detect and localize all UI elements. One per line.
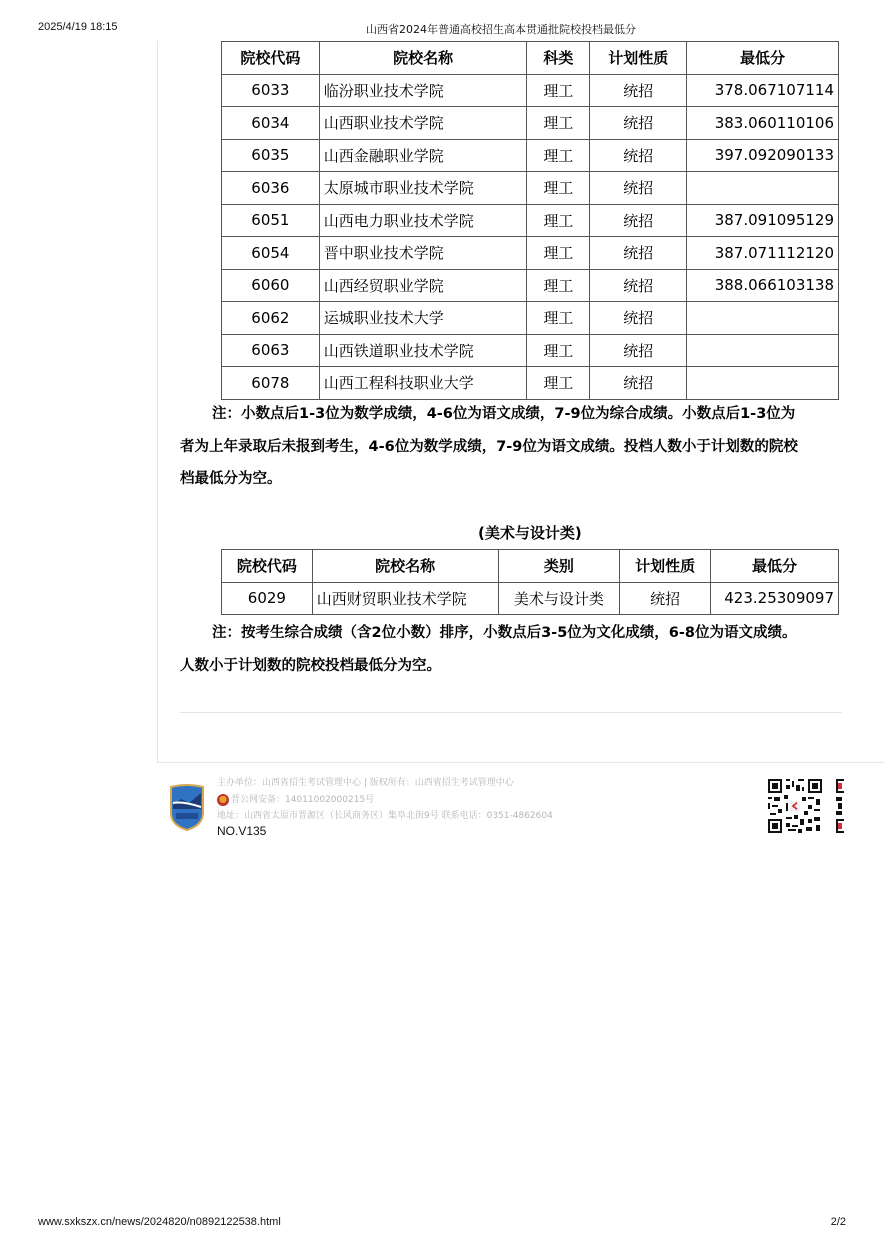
cell-name: 临汾职业技术学院 [319, 74, 527, 107]
header-min-score: 最低分 [711, 550, 839, 583]
note-line: 注：小数点后1-3位为数学成绩，4-6位为语文成绩，7-9位为综合成绩。小数点后1-3位为 [212, 406, 796, 422]
cell-name: 山西财贸职业技术学院 [312, 582, 498, 615]
cell-category: 理工 [527, 74, 590, 107]
table-header-row [222, 42, 839, 75]
cell-plan: 统招 [590, 334, 687, 367]
section-title-art-design: (美术与设计类) [478, 524, 582, 542]
score-table-art-design [221, 549, 839, 615]
cell-category: 理工 [527, 204, 590, 237]
note-line: 者为上年录取后未报到考生，4-6位为数学成绩，7-9位为语文成绩。投档人数小于计划数的院校 [180, 438, 798, 455]
cell-plan: 统招 [590, 367, 687, 400]
site-footer-info [217, 775, 553, 825]
cell-category: 理工 [527, 172, 590, 205]
cell-name: 太原城市职业技术学院 [319, 172, 527, 205]
print-page-title: 山西省2024年普通高校招生高本贯通批院校投档最低分 [366, 23, 636, 36]
note-line: 注：按考生综合成绩（含2位小数）排序，小数点后3-5位为文化成绩，6-8位为语文成绩。 [212, 625, 797, 641]
footer-organizer: 主办单位：山西省招生考试管理中心 | 版权所有：山西省招生考试管理中心 [217, 778, 514, 788]
score-table-science [221, 41, 839, 400]
table-row [222, 582, 839, 615]
cell-min-score: 383.060110106 [687, 107, 839, 140]
qr-code-icon [834, 777, 844, 835]
cell-category: 理工 [527, 107, 590, 140]
public-institution-logo-icon [167, 783, 207, 831]
table-row [222, 269, 839, 302]
cell-name: 山西铁道职业技术学院 [319, 334, 527, 367]
cell-name: 晋中职业技术学院 [319, 237, 527, 270]
cell-min-score [687, 172, 839, 205]
cell-plan: 统招 [590, 172, 687, 205]
cell-category: 理工 [527, 237, 590, 270]
cell-min-score: 423.25309097 [711, 582, 839, 615]
table-header-row [222, 550, 839, 583]
cell-plan: 统招 [620, 582, 711, 615]
cell-min-score: 397.092090133 [687, 139, 839, 172]
cell-code: 6036 [222, 172, 320, 205]
table-row [222, 334, 839, 367]
qr-code-icon [766, 777, 824, 835]
table-row [222, 237, 839, 270]
header-min-score: 最低分 [687, 42, 839, 75]
cell-plan: 统招 [590, 139, 687, 172]
cell-min-score [687, 334, 839, 367]
table-row [222, 367, 839, 400]
footer-police-record[interactable]: 晋公网安备：14011002000215号 [217, 792, 553, 809]
cell-name: 山西经贸职业学院 [319, 269, 527, 302]
table-row [222, 139, 839, 172]
header-category: 类别 [498, 550, 620, 583]
cell-min-score: 378.067107114 [687, 74, 839, 107]
cell-plan: 统招 [590, 107, 687, 140]
cell-category: 理工 [527, 334, 590, 367]
cell-code: 6035 [222, 139, 320, 172]
note-art-design [180, 617, 850, 683]
cell-plan: 统招 [590, 74, 687, 107]
cell-code: 6033 [222, 74, 320, 107]
cell-plan: 统招 [590, 237, 687, 270]
cell-code: 6034 [222, 107, 320, 140]
cell-name: 山西工程科技职业大学 [319, 367, 527, 400]
header-code: 院校代码 [222, 42, 320, 75]
content-divider [180, 712, 842, 713]
cell-min-score [687, 367, 839, 400]
cell-code: 6029 [222, 582, 313, 615]
cell-category: 理工 [527, 269, 590, 302]
header-plan: 计划性质 [590, 42, 687, 75]
cell-code: 6051 [222, 204, 320, 237]
cell-code: 6063 [222, 334, 320, 367]
cell-code: 6054 [222, 237, 320, 270]
cell-code: 6062 [222, 302, 320, 335]
header-name: 院校名称 [319, 42, 527, 75]
table-row [222, 107, 839, 140]
footer-address: 地址：山西省太原市晋源区（长风商务区）集阜北街9号 联系电话：0351-4862604 [217, 811, 553, 821]
cell-plan: 统招 [590, 204, 687, 237]
note-science [180, 398, 850, 496]
cell-name: 运城职业技术大学 [319, 302, 527, 335]
cell-min-score: 387.091095129 [687, 204, 839, 237]
note-line: 档最低分为空。 [180, 471, 282, 487]
table-row [222, 74, 839, 107]
print-datetime: 2025/4/19 18:15 [38, 21, 118, 33]
header-plan: 计划性质 [620, 550, 711, 583]
site-version: NO.V135 [217, 824, 267, 838]
cell-code: 6078 [222, 367, 320, 400]
print-page-number: 2/2 [830, 1216, 846, 1228]
cell-category: 美术与设计类 [498, 582, 620, 615]
cell-plan: 统招 [590, 302, 687, 335]
cell-min-score [687, 302, 839, 335]
table-row [222, 172, 839, 205]
header-category: 科类 [527, 42, 590, 75]
cell-name: 山西电力职业技术学院 [319, 204, 527, 237]
cell-category: 理工 [527, 302, 590, 335]
table-row [222, 302, 839, 335]
cell-code: 6060 [222, 269, 320, 302]
cell-plan: 统招 [590, 269, 687, 302]
cell-min-score: 387.071112120 [687, 237, 839, 270]
header-code: 院校代码 [222, 550, 313, 583]
header-name: 院校名称 [312, 550, 498, 583]
cell-min-score: 388.066103138 [687, 269, 839, 302]
cell-name: 山西金融职业学院 [319, 139, 527, 172]
note-line: 人数小于计划数的院校投档最低分为空。 [180, 657, 441, 674]
police-badge-icon [217, 794, 229, 806]
cell-category: 理工 [527, 367, 590, 400]
print-url: www.sxkszx.cn/news/2024820/n0892122538.html [38, 1216, 281, 1228]
table-row [222, 204, 839, 237]
cell-category: 理工 [527, 139, 590, 172]
cell-name: 山西职业技术学院 [319, 107, 527, 140]
